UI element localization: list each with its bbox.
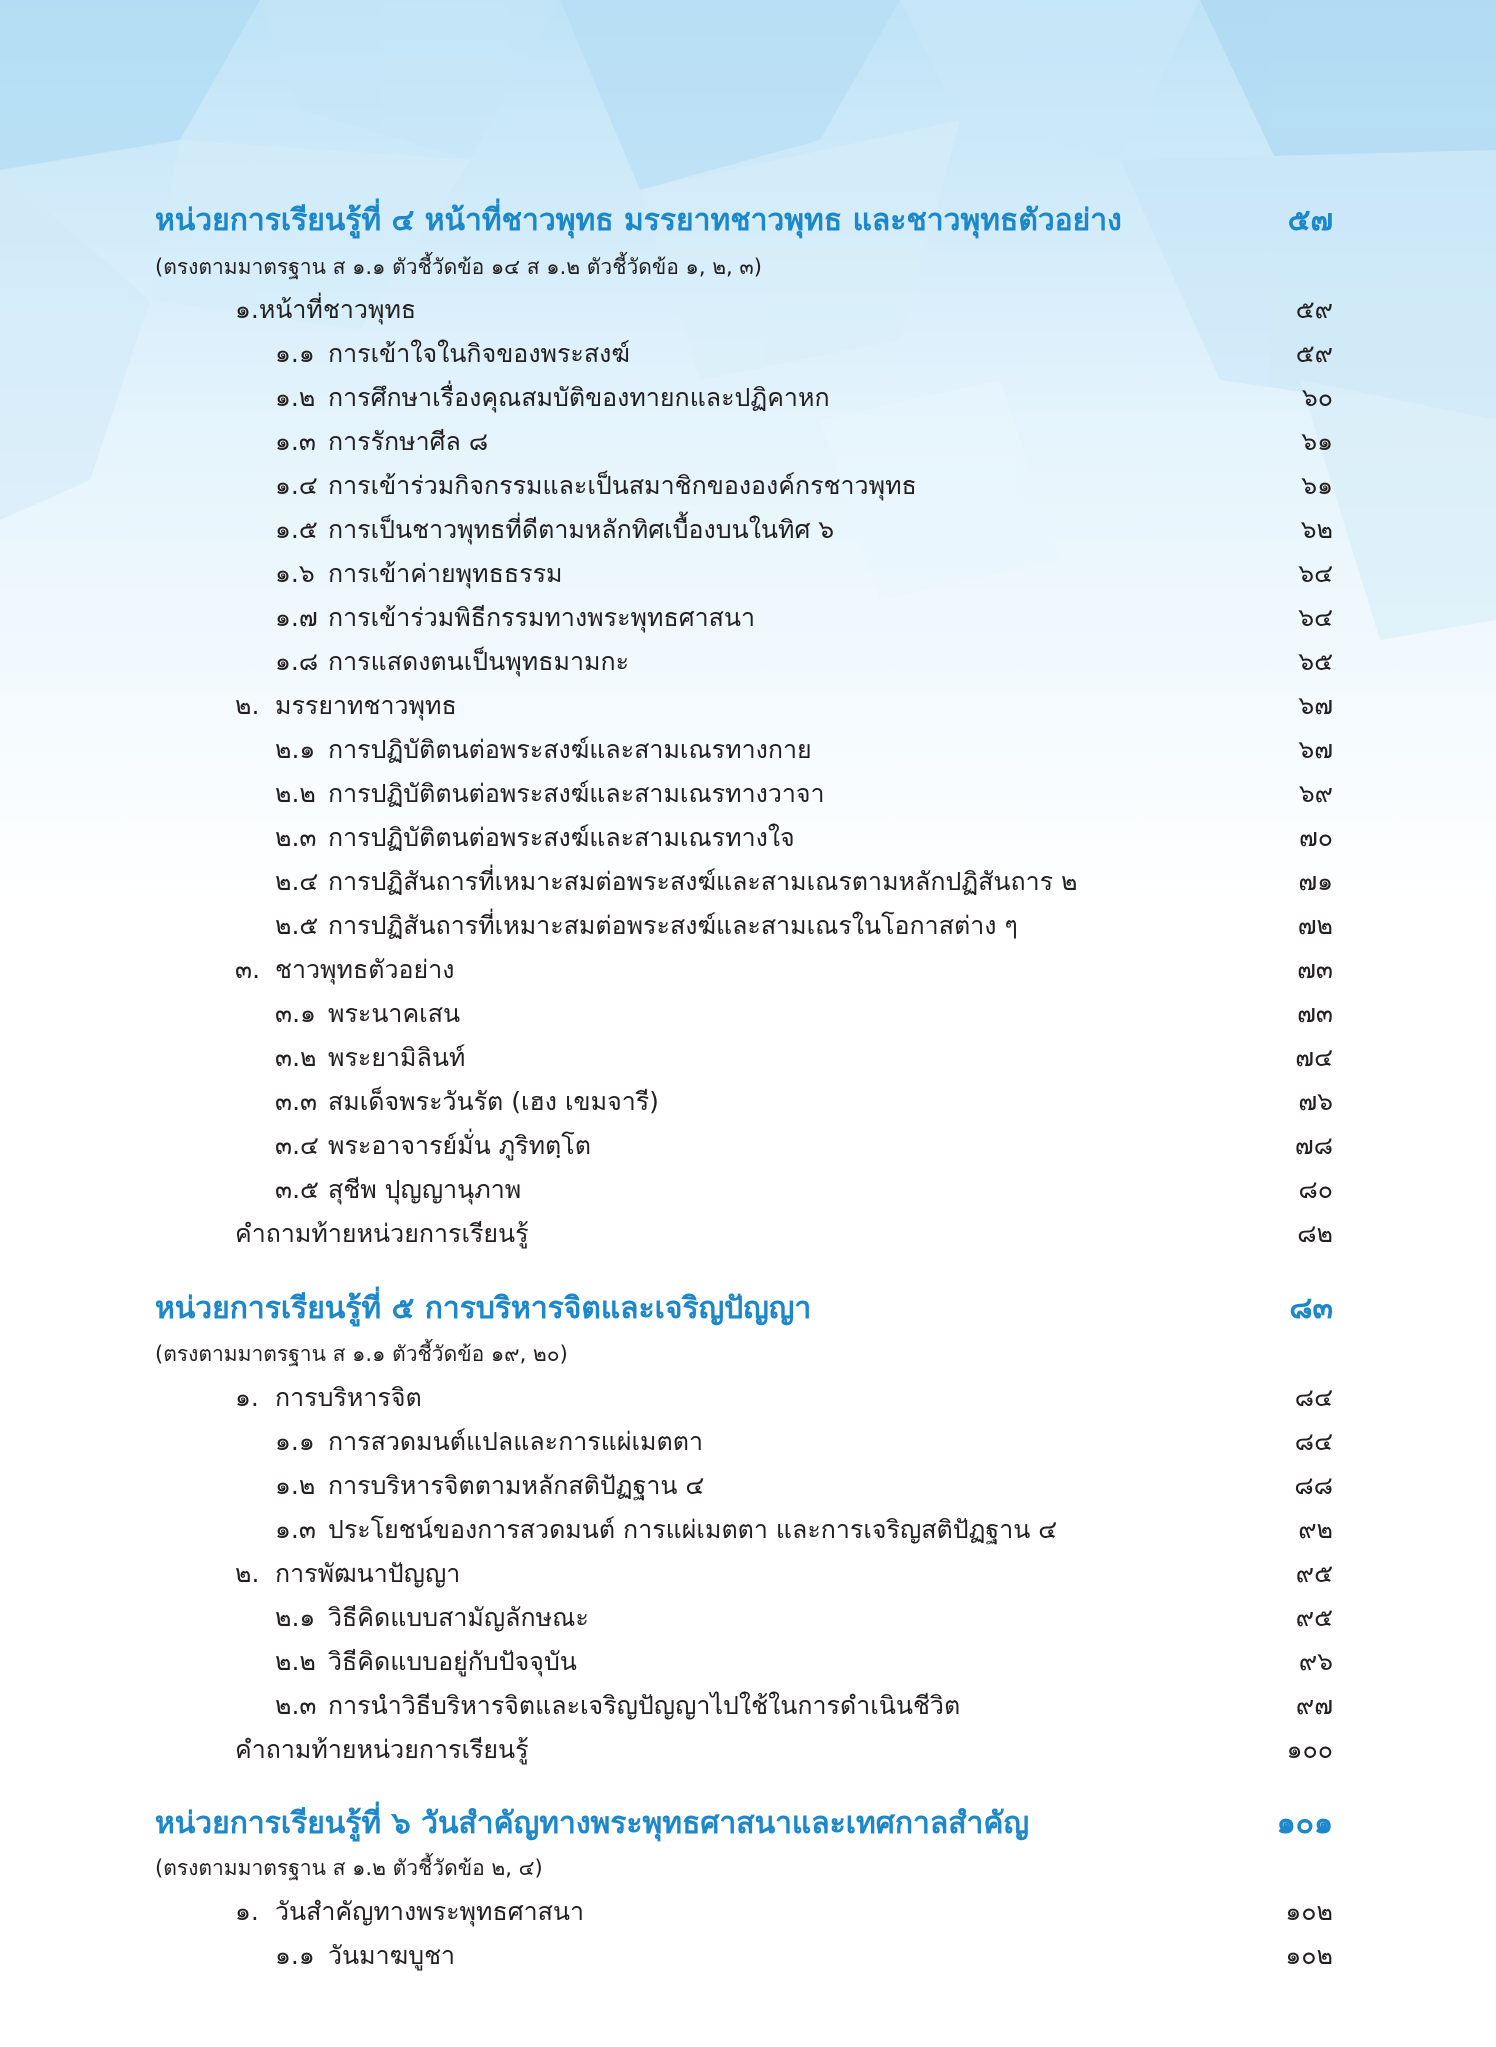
toc-entry[interactable]: [275, 730, 1333, 770]
toc-entry[interactable]: [275, 598, 1333, 638]
entry-title: การรักษาศีล ๘: [328, 427, 489, 456]
entry-number: ๑.๕: [275, 515, 318, 544]
entry-number: ๒.๓: [275, 1691, 317, 1720]
entry-page-number: ๙๕: [1295, 1559, 1333, 1588]
toc-entry[interactable]: [275, 510, 1333, 550]
toc-entry[interactable]: [275, 1936, 1333, 1976]
entry-page-number: ๑๐๒: [1285, 1897, 1333, 1926]
entry-page-number: ๖๕: [1298, 647, 1333, 676]
entry-number: ๒.๔: [275, 867, 319, 896]
entry-number: ๑.๓: [275, 427, 316, 456]
entry-number: ๑.๗: [275, 603, 318, 632]
toc-entry[interactable]: [275, 1422, 1333, 1462]
entry-title: การสวดมนต์แปลและการแผ่เมตตา: [328, 1427, 703, 1456]
entry-page-number: ๖๗: [1298, 735, 1333, 764]
entry-page-number: ๙๒: [1298, 1515, 1333, 1544]
entry-page-number: ๖๑: [1301, 471, 1333, 500]
entry-number: ๑.๔: [275, 471, 318, 500]
toc-entry[interactable]: [235, 950, 1333, 990]
entry-number: ๓.๓: [275, 1087, 318, 1116]
entry-page-number: ๙๗: [1295, 1691, 1333, 1720]
entry-number: ๒.๒: [275, 779, 316, 808]
entry-title: ประโยชน์ของการสวดมนต์ การแผ่เมตตา และการเจริญสติปัฏฐาน ๔: [328, 1515, 1058, 1544]
entry-number: ๑.: [235, 1897, 259, 1926]
entry-number: ๓.๒: [275, 1043, 317, 1072]
entry-title: หน้าที่ชาวพุทธ: [258, 295, 417, 324]
entry-title: วิธีคิดแบบสามัญลักษณะ: [328, 1603, 589, 1632]
unit-page-number: ๕๗: [1287, 202, 1333, 238]
entry-page-number: ๗๑: [1298, 867, 1333, 896]
entry-page-number: ๖๑: [1301, 427, 1333, 456]
entry-number: ๓.๕: [275, 1175, 319, 1204]
entry-page-number: ๗๘: [1294, 1131, 1333, 1160]
entry-number: ๑.๒: [275, 383, 316, 412]
entry-number: ๑.๑: [275, 339, 315, 368]
entry-title: การปฏิบัติตนต่อพระสงฆ์และสามเณรทางกาย: [328, 735, 812, 764]
toc-entry[interactable]: [275, 862, 1333, 902]
entry-title: สมเด็จพระวันรัต (เฮง เขมจารี): [328, 1087, 659, 1116]
entry-title: การปฏิบัติตนต่อพระสงฆ์และสามเณรทางวาจา: [328, 779, 825, 808]
unit-6-standard: (ตรงตามมาตรฐาน ส ๑.๒ ตัวชี้วัดข้อ ๒, ๔): [155, 1855, 543, 1880]
entry-page-number: ๖๙: [1298, 779, 1333, 808]
entry-number: ๓.๑: [275, 999, 316, 1028]
entry-title: พระนาคเสน: [328, 999, 461, 1028]
entry-page-number: ๙๕: [1295, 1603, 1333, 1632]
entry-title: มรรยาทชาวพุทธ: [275, 691, 457, 720]
toc-entry[interactable]: [275, 906, 1333, 946]
entry-number: ๑.๖: [275, 559, 315, 588]
unit-4-standard: (ตรงตามมาตรฐาน ส ๑.๑ ตัวชี้วัดข้อ ๑๔ ส ๑.๒ ตัวชี้วัดข้อ ๑, ๒, ๓): [155, 254, 762, 279]
toc-entry[interactable]: [275, 994, 1333, 1034]
entry-title: การศึกษาเรื่องคุณสมบัติของทายกและปฏิคาหก: [328, 383, 830, 412]
toc-entry[interactable]: [235, 1214, 1333, 1254]
toc-entry[interactable]: [275, 1686, 1333, 1726]
toc-entry[interactable]: [275, 422, 1333, 462]
unit-page-number: ๘๓: [1289, 1290, 1333, 1326]
entry-page-number: ๗๓: [1297, 999, 1333, 1028]
entry-number: ๑.: [235, 1383, 259, 1412]
entry-page-number: ๗๒: [1297, 911, 1333, 940]
unit-page-number: ๑๐๑: [1276, 1805, 1333, 1841]
toc-entry[interactable]: [275, 378, 1333, 418]
unit-title-text: หน่วยการเรียนรู้ที่ ๕ การบริหารจิตและเจริญปัญญา: [155, 1290, 812, 1326]
unit-5-standard: (ตรงตามมาตรฐาน ส ๑.๑ ตัวชี้วัดข้อ ๑๙, ๒๐): [155, 1341, 568, 1366]
entry-number: ๑.๓: [275, 1515, 316, 1544]
entry-page-number: ๕๙: [1295, 339, 1333, 368]
entry-title: การบริหารจิตตามหลักสติปัฏฐาน ๔: [328, 1471, 705, 1500]
entry-number: ๓.๔: [275, 1131, 319, 1160]
toc-entry[interactable]: [275, 1642, 1333, 1682]
entry-page-number: ๖๒: [1300, 515, 1333, 544]
toc-entry[interactable]: [275, 334, 1333, 374]
entry-title: พระยามิลินท์: [328, 1043, 466, 1072]
toc-entry[interactable]: [275, 642, 1333, 682]
entry-page-number: ๑๐๐: [1286, 1735, 1333, 1764]
toc-entry[interactable]: [235, 686, 1333, 726]
toc-entry[interactable]: [275, 1126, 1333, 1166]
entry-page-number: ๖๔: [1298, 603, 1333, 632]
entry-page-number: ๘๔: [1294, 1427, 1333, 1456]
entry-title: วิธีคิดแบบอยู่กับปัจจุบัน: [328, 1647, 577, 1676]
entry-page-number: ๕๙: [1295, 295, 1333, 324]
toc-entry[interactable]: [275, 1082, 1333, 1122]
entry-title: การปฏิบัติตนต่อพระสงฆ์และสามเณรทางใจ: [328, 823, 795, 852]
unit-4-title[interactable]: [155, 198, 1333, 242]
entry-page-number: ๖๐: [1301, 383, 1333, 412]
toc-entry[interactable]: [275, 1466, 1333, 1506]
toc-entry[interactable]: [275, 1510, 1333, 1550]
toc-entry[interactable]: [275, 1170, 1333, 1210]
entry-title: การเข้าค่ายพุทธธรรม: [328, 559, 563, 588]
entry-title: คำถามท้ายหน่วยการเรียนรู้: [235, 1219, 529, 1248]
entry-title: การพัฒนาปัญญา: [275, 1559, 461, 1588]
entry-number: ๒.๑: [275, 735, 316, 764]
entry-number: ๑.๑: [275, 1941, 315, 1970]
entry-title: การเข้าร่วมกิจกรรมและเป็นสมาชิกขององค์กรชาวพุทธ: [328, 471, 917, 500]
entry-title: การนำวิธีบริหารจิตและเจริญปัญญาไปใช้ในการดำเนินชีวิต: [328, 1691, 961, 1720]
entry-title: พระอาจารย์มั่น ภูริทตฺโต: [328, 1131, 591, 1160]
entry-title: การบริหารจิต: [275, 1383, 422, 1412]
entry-number: ๒.: [235, 691, 260, 720]
unit-5-title[interactable]: [155, 1286, 1333, 1330]
entry-title: การเข้าใจในกิจของพระสงฆ์: [328, 339, 630, 368]
toc-entry[interactable]: [275, 1598, 1333, 1638]
entry-page-number: ๘๐: [1298, 1175, 1333, 1204]
toc-entry[interactable]: [235, 1554, 1333, 1594]
toc-entry[interactable]: [275, 1038, 1333, 1078]
entry-page-number: ๖๗: [1298, 691, 1333, 720]
entry-page-number: ๗๖: [1298, 1087, 1333, 1116]
toc-entry[interactable]: [235, 1378, 1333, 1418]
toc-entry[interactable]: [235, 1730, 1333, 1770]
entry-number: ๒.: [235, 1559, 260, 1588]
entry-number: ๒.๓: [275, 823, 317, 852]
entry-page-number: ๗๓: [1297, 955, 1333, 984]
toc-entry[interactable]: [235, 1892, 1333, 1932]
toc-entry[interactable]: [235, 290, 1333, 330]
entry-page-number: ๘๒: [1297, 1219, 1333, 1248]
entry-page-number: ๑๐๒: [1285, 1941, 1333, 1970]
entry-title: การเป็นชาวพุทธที่ดีตามหลักทิศเบื้องบนในทิศ ๖: [328, 515, 835, 544]
entry-number: ๑.๑: [275, 1427, 315, 1456]
entry-page-number: ๗๔: [1295, 1043, 1333, 1072]
unit-title-text: หน่วยการเรียนรู้ที่ ๔ หน้าที่ชาวพุทธ มรรยาทชาวพุทธ และชาวพุทธตัวอย่าง: [155, 202, 1122, 238]
unit-title-text: หน่วยการเรียนรู้ที่ ๖ วันสำคัญทางพระพุทธศาสนาและเทศกาลสำคัญ: [155, 1805, 1030, 1841]
entry-title: ชาวพุทธตัวอย่าง: [275, 955, 455, 984]
entry-number: ๑.๘: [275, 647, 319, 676]
entry-title: คำถามท้ายหน่วยการเรียนรู้: [235, 1735, 529, 1764]
entry-number: ๒.๑: [275, 1603, 316, 1632]
entry-number: ๒.๕: [275, 911, 319, 940]
entry-page-number: ๘๔: [1294, 1383, 1333, 1412]
toc-entry[interactable]: [275, 554, 1333, 594]
entry-title: วันสำคัญทางพระพุทธศาสนา: [275, 1897, 585, 1926]
unit-6-title[interactable]: [155, 1801, 1333, 1845]
toc-entry[interactable]: [275, 774, 1333, 814]
entry-title: สุชีพ ปุญญานุภาพ: [328, 1175, 522, 1204]
entry-page-number: ๘๘: [1294, 1471, 1333, 1500]
entry-page-number: ๖๔: [1298, 559, 1333, 588]
entry-number: ๑.๒: [275, 1471, 316, 1500]
entry-page-number: ๗๐: [1298, 823, 1333, 852]
entry-number: ๒.๒: [275, 1647, 316, 1676]
toc-entry[interactable]: [275, 818, 1333, 858]
entry-title: การเข้าร่วมพิธีกรรมทางพระพุทธศาสนา: [328, 603, 756, 632]
entry-title: การแสดงตนเป็นพุทธมามกะ: [328, 647, 630, 676]
toc-entry[interactable]: [275, 466, 1333, 506]
entry-title: วันมาฆบูชา: [328, 1941, 456, 1970]
entry-number: ๑.: [235, 295, 259, 324]
entry-title: การปฏิสันถารที่เหมาะสมต่อพระสงฆ์และสามเณรตามหลักปฏิสันถาร ๒: [328, 867, 1078, 896]
entry-number: ๓.: [235, 955, 261, 984]
entry-page-number: ๙๖: [1298, 1647, 1333, 1676]
entry-title: การปฏิสันถารที่เหมาะสมต่อพระสงฆ์และสามเณรในโอกาสต่าง ๆ: [328, 911, 1018, 940]
